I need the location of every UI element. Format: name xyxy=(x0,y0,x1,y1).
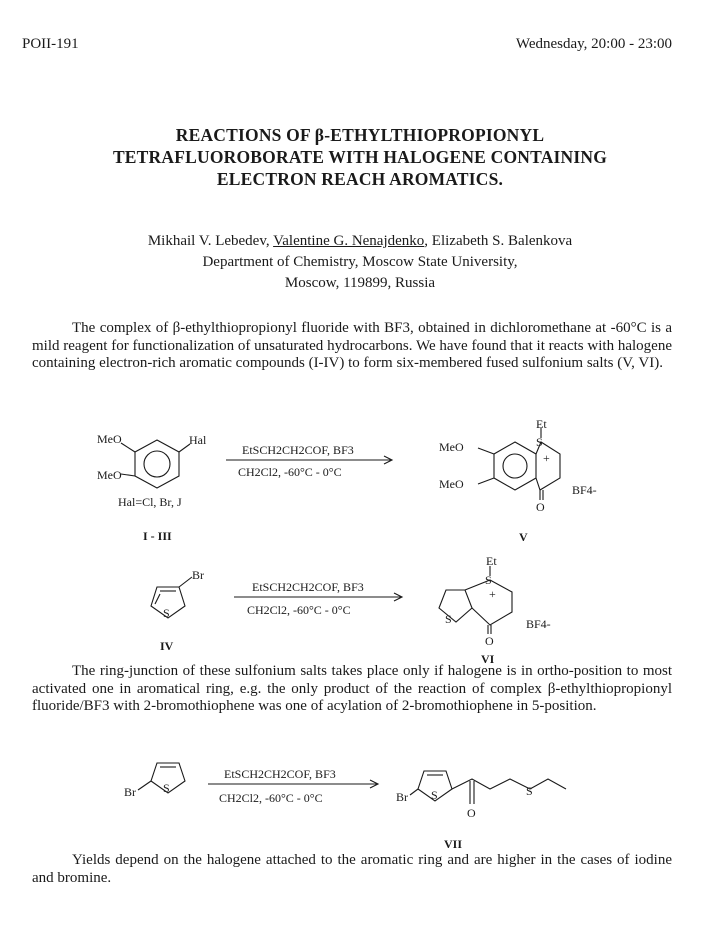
product-vi xyxy=(439,554,551,666)
o-label-vii: O xyxy=(467,806,476,820)
affiliation: Department of Chemistry, Moscow State University, xyxy=(202,254,518,270)
conditions-1: CH2Cl2, -60°C - 0°C xyxy=(238,465,342,479)
session-schedule: Wednesday, 20:00 - 23:00 xyxy=(515,36,672,52)
compound-label-vi: VI xyxy=(481,652,495,666)
s-label-vi-ring: S xyxy=(445,612,452,626)
scheme-1 xyxy=(97,417,597,544)
plus-label-vi: + xyxy=(489,587,496,601)
reaction-arrow-2 xyxy=(234,580,402,617)
scheme-2 xyxy=(151,554,551,666)
scheme-3 xyxy=(124,763,566,851)
paragraph-2-text: The ring-junction of these sulfonium salts takes place only if halogene is in ortho-position to most activated one in aromatical ring, e.g. the only product of the reaction of complex β-ethylthiopropionyl fluoride/BF3 with 2-bromothiophene was one of acylation of 2-bromothiophene in 5-position. xyxy=(32,663,672,714)
paragraph-3-text: Yields depend on the halogene attached to the aromatic ring and are higher in the cases of iodine and bromine. xyxy=(32,852,672,886)
double-bond-iv-2 xyxy=(155,594,160,604)
title-line-3: ELECTRON REACH AROMATICS. xyxy=(216,169,504,189)
meo-label-1: MeO xyxy=(97,432,122,446)
bf4-label-v: BF4- xyxy=(572,483,597,497)
reactant-bromothiophene-2 xyxy=(124,763,185,799)
product-vii xyxy=(396,771,566,851)
bond-meo-v-1 xyxy=(478,448,494,454)
bond-meo-v-2 xyxy=(478,478,494,484)
reagent-1: EtSCH2CH2COF, BF3 xyxy=(242,443,354,457)
paragraph-1-text: The complex of β-ethylthiopropionyl fluoride with BF3, obtained in dichloromethane at -60°C is a mild reagent for functionalization of unsaturated hydrocarbons. We have found that it reacts with halogene containing electron-rich aromatic compounds (I-IV) to form six-membered fused sulfonium salts (V, VI). xyxy=(32,320,672,371)
s-label-vi: S xyxy=(485,573,492,587)
compound-label-iv: IV xyxy=(160,639,174,653)
s-label-start: S xyxy=(163,781,170,795)
br-label-vii: Br xyxy=(396,790,408,804)
bf4-label-vi: BF4- xyxy=(526,617,551,631)
aromatic-circle-1 xyxy=(144,451,170,477)
compound-label-i-iii: I - III xyxy=(143,529,172,543)
br-label-iv: Br xyxy=(192,568,204,582)
reagent-2: EtSCH2CH2COF, BF3 xyxy=(252,580,364,594)
meo-label-v-1: MeO xyxy=(439,440,464,454)
hal-note: Hal=Cl, Br, J xyxy=(118,495,182,509)
title-line-2: TETRAFLUOROBORATE WITH HALOGENE CONTAINING xyxy=(112,147,608,167)
reaction-arrow-3 xyxy=(208,767,378,805)
reagent-3: EtSCH2CH2COF, BF3 xyxy=(224,767,336,781)
benzene-ring-v xyxy=(494,442,536,490)
conditions-3: CH2Cl2, -60°C - 0°C xyxy=(219,791,323,805)
reaction-arrow-1 xyxy=(226,443,392,479)
thiophene-ring-vi xyxy=(439,590,472,622)
reactant-bromothiophene-3 xyxy=(151,568,204,653)
br-label-start: Br xyxy=(124,785,136,799)
s-label-vii-ring: S xyxy=(431,788,438,802)
o-label-v: O xyxy=(536,500,545,514)
session-code: POII-191 xyxy=(22,36,79,52)
thiopyranone-ring-v xyxy=(536,442,560,490)
bond-br-vii xyxy=(410,789,418,795)
plus-label-v: + xyxy=(543,451,550,465)
bond-meo-1 xyxy=(121,443,135,452)
et-label-vi: Et xyxy=(486,554,497,568)
s-label-vii-chain: S xyxy=(526,784,533,798)
aromatic-circle-v xyxy=(503,454,527,478)
bond-br-start xyxy=(138,781,151,790)
author-3: , Elizabeth S. Balenkova xyxy=(424,233,573,249)
hal-label: Hal xyxy=(189,433,207,447)
author-1: Mikhail V. Lebedev, xyxy=(147,233,274,249)
o-label-vi: O xyxy=(485,634,494,648)
compound-label-vii: VII xyxy=(444,837,463,851)
product-v xyxy=(439,417,597,544)
side-chain-vii xyxy=(452,779,566,789)
benzene-ring-1 xyxy=(135,440,179,488)
title-line-1: REACTIONS OF β-ETHYLTHIOPROPIONYL xyxy=(175,125,545,145)
bond-br-iv xyxy=(179,577,192,587)
s-label-v: S xyxy=(536,435,543,449)
author-2-presenting: Valentine G. Nenajdenko xyxy=(273,233,425,249)
et-label-v: Et xyxy=(536,417,547,431)
meo-label-2: MeO xyxy=(97,468,122,482)
reactant-dimethoxy-halobenzene xyxy=(97,432,207,543)
address: Moscow, 119899, Russia xyxy=(284,275,436,291)
conditions-2: CH2Cl2, -60°C - 0°C xyxy=(247,603,351,617)
bond-meo-2 xyxy=(121,474,135,476)
s-label-iv: S xyxy=(163,606,170,620)
compound-label-v: V xyxy=(519,530,528,544)
meo-label-v-2: MeO xyxy=(439,477,464,491)
